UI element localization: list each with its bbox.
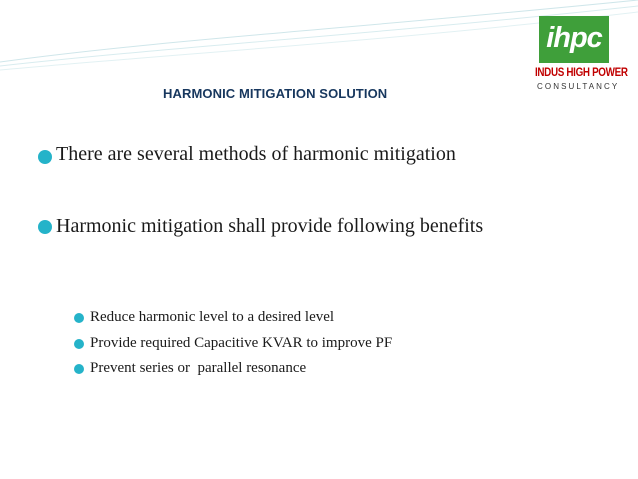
sub-bullet-text: Reduce harmonic level to a desired level <box>90 309 335 325</box>
bullet-text: Harmonic mitigation shall provide following benefits <box>56 215 484 237</box>
sub-bullet-dot-icon <box>74 339 84 349</box>
logo-tagline: CONSULTANCY <box>537 82 620 91</box>
sub-bullet-item <box>74 335 392 352</box>
bullet-text: There are several methods of harmonic mitigation <box>56 143 456 165</box>
bullet-dot-icon <box>38 150 52 164</box>
bullet-item <box>38 211 558 242</box>
bullet-dot-icon <box>38 220 52 234</box>
sub-bullet-dot-icon <box>74 364 84 374</box>
sub-bullet-item <box>74 309 334 326</box>
logo-company-name: INDUS HIGH POWER <box>535 65 628 79</box>
sub-bullet-item <box>74 360 306 377</box>
logo-mark: ihpc <box>546 22 602 54</box>
sub-bullet-text: Provide required Capacitive KVAR to improve PF <box>90 335 393 351</box>
bullet-item <box>38 143 456 166</box>
sub-bullet-text: Prevent series or parallel resonance <box>90 360 307 376</box>
slide-title: HARMONIC MITIGATION SOLUTION <box>163 86 388 101</box>
logo-badge <box>539 16 609 63</box>
sub-bullet-dot-icon <box>74 313 84 323</box>
company-logo <box>515 16 627 96</box>
